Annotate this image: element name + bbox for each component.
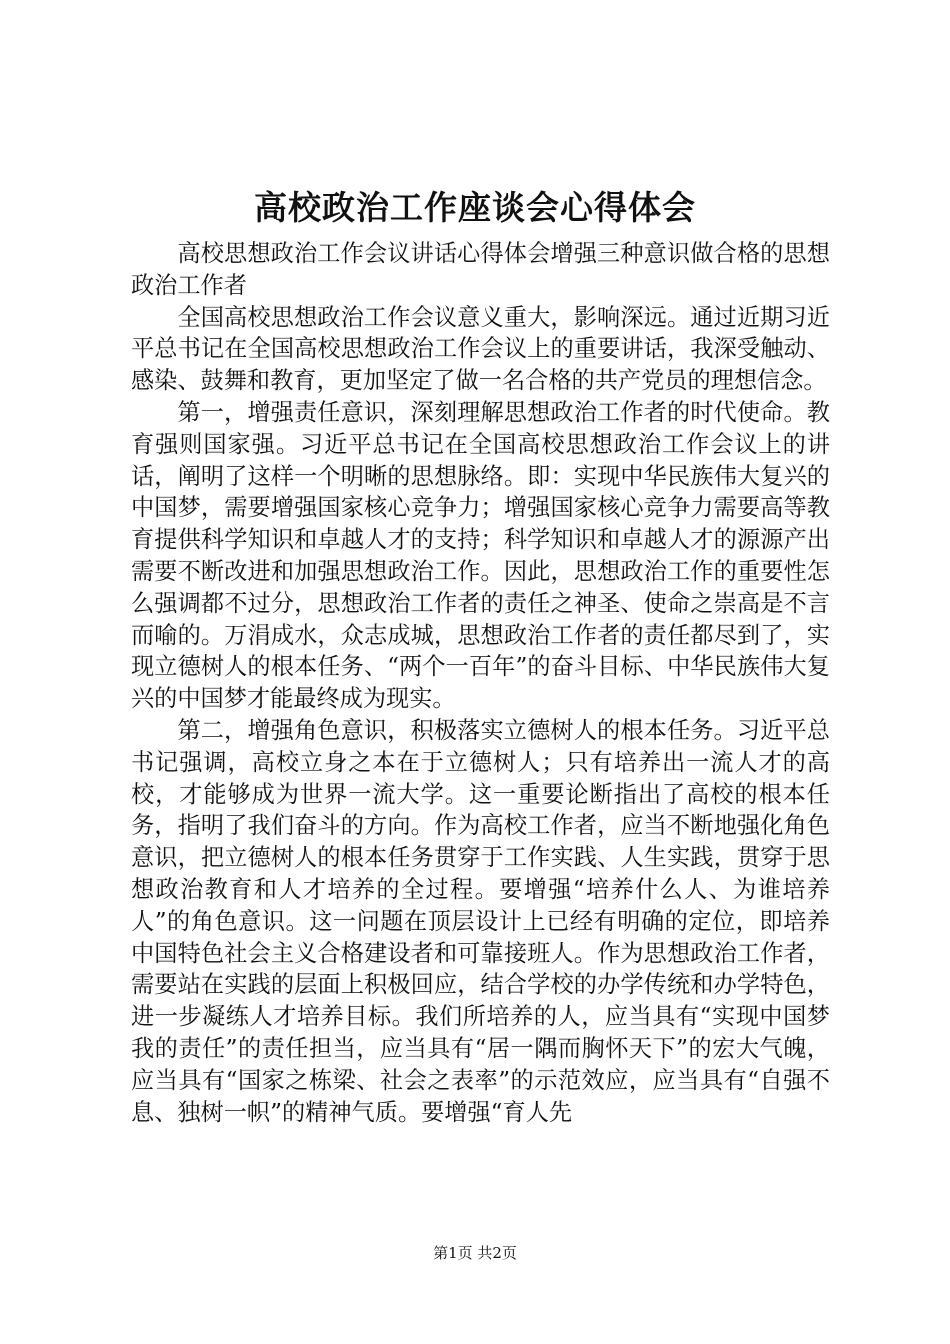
paragraph-intro: 全国高校思想政治工作会议意义重大，影响深远。通过近期习近平总书记在全国高校思想政治工作会议上的重要讲话，我深受触动、感染、鼓舞和教育，更加坚定了做一名合格的共产党员的理想信念。 xyxy=(131,303,830,395)
document-body xyxy=(131,238,830,1128)
paragraph-subtitle: 高校思想政治工作会议讲话心得体会增强三种意识做合格的思想政治工作者 xyxy=(131,240,830,299)
paragraph-first-point: 第一，增强责任意识，深刻理解思想政治工作者的时代使命。教育强则国家强。习近平总书记在全国高校思想政治工作会议上的讲话，阐明了这样一个明晰的思想脉络。即：实现中华民族伟大复兴的中国梦，需要增强国家核心竞争力；增强国家核心竞争力需要高等教育提供科学知识和卓越人才的支持；科学知识和卓越人才的源源产出需要不断改进和加强思想政治工作。因此，思想政治工作的重要性怎么强调都不过分，思想政治工作者的责任之神圣、使命之崇高是不言而喻的。万涓成水，众志成城，思想政治工作者的责任都尽到了，实现立德树人的根本任务、“两个一百年”的奋斗目标、中华民族伟大复兴的中国梦才能最终成为现实。 xyxy=(131,398,830,713)
document-title: 高校政治工作座谈会心得体会 xyxy=(254,188,696,227)
page-footer: 第1页 共2页 xyxy=(433,1244,517,1262)
paragraph-second-point: 第二，增强角色意识，积极落实立德树人的根本任务。习近平总书记强调，高校立身之本在于立德树人；只有培养出一流人才的高校，才能够成为世界一流大学。这一重要论断指出了高校的根本任务，指明了我们奋斗的方向。作为高校工作者，应当不断地强化角色意识，把立德树人的根本任务贯穿于工作实践、人生实践，贯穿于思想政治教育和人才培养的全过程。要增强“培养什么人、为谁培养人”的角色意识。这一问题在顶层设计上已经有明确的定位，即培养中国特色社会主义合格建设者和可靠接班人。作为思想政治工作者，需要站在实践的层面上积极回应，结合学校的办学传统和办学特色，进一步凝练人才培养目标。我们所培养的人，应当具有“实现中国梦我的责任”的责任担当，应当具有“居一隅而胸怀天下”的宏大气魄，应当具有“国家之栋梁、社会之表率”的示范效应，应当具有“自强不息、独树一帜”的精神气质。要增强“育人先 xyxy=(131,716,830,1126)
